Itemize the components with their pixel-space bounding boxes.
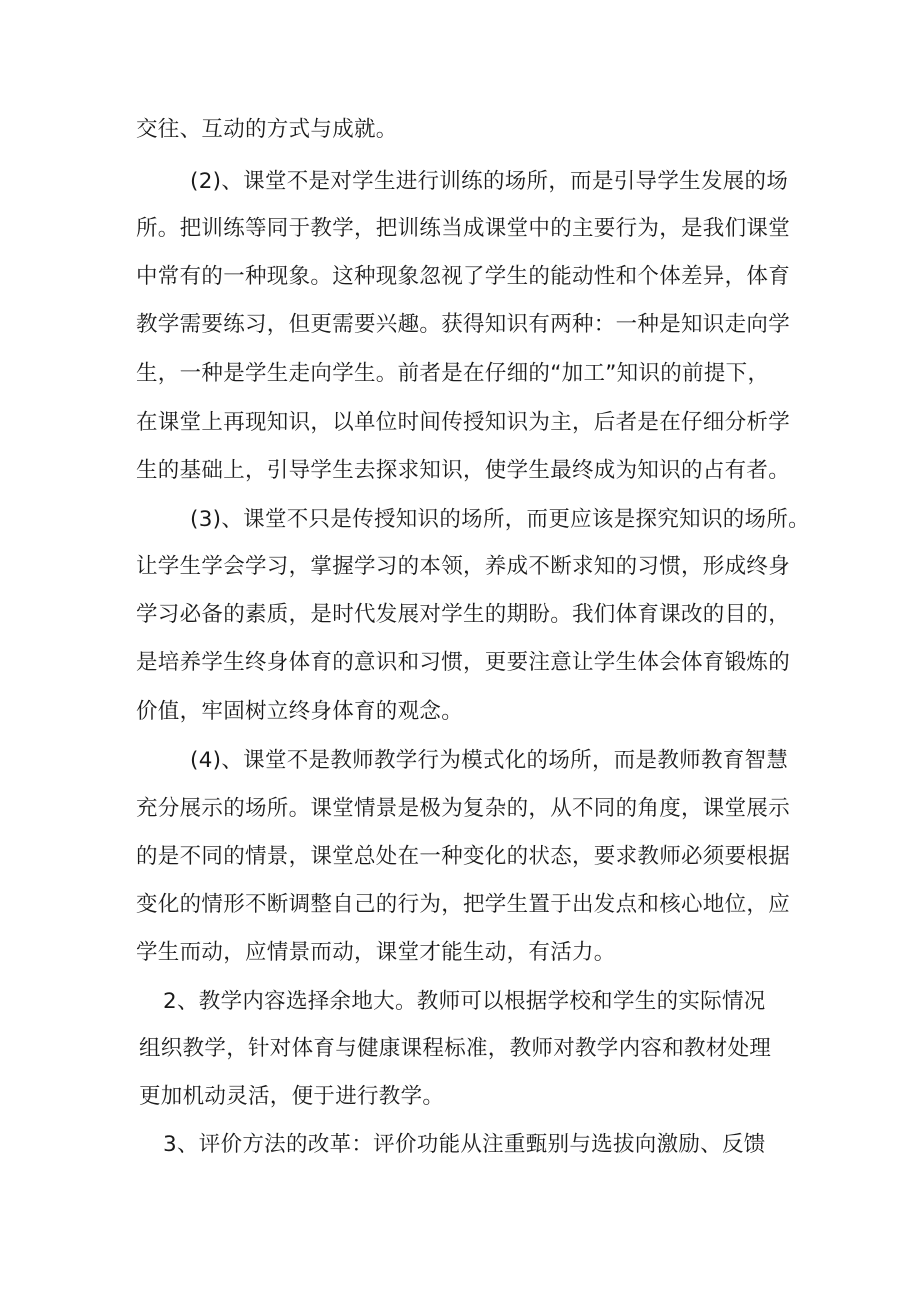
text-line: 充分展示的场所。课堂情景是极为复杂的，从不同的角度，课堂展示 — [136, 796, 791, 821]
section-2-start: 2、教学内容选择余地大。教师可以根据学校和学生的实际情况 — [163, 989, 766, 1014]
text-line: 生，一种是学生走向学生。前者是在仔细的“加工”知识的前提下， — [136, 361, 770, 386]
paragraph-3-start: (3)、课堂不只是传授知识的场所，而更应该是探究知识的场所。 — [190, 507, 810, 532]
paragraph-2-start: (2)、课堂不是对学生进行训练的场所，而是引导学生发展的场 — [190, 169, 789, 194]
text-line: 让学生学会学习，掌握学习的本领，养成不断求知的习惯，形成终身 — [136, 554, 791, 579]
text-line: 在课堂上再现知识，以单位时间传授知识为主，后者是在仔细分析学 — [136, 410, 791, 435]
section-3-start: 3、评价方法的改革：评价功能从注重甄别与选拔向激励、反馈 — [163, 1132, 766, 1157]
text-line: 交往、互动的方式与成就。 — [136, 117, 398, 142]
text-line: 所。把训练等同于教学，把训练当成课堂中的主要行为，是我们课堂 — [136, 216, 791, 241]
text-line: 学生而动，应情景而动，课堂才能生动，有活力。 — [136, 940, 616, 965]
text-line: 更加机动灵活，便于进行教学。 — [139, 1084, 445, 1109]
paragraph-4-start: (4)、课堂不是教师教学行为模式化的场所，而是教师教育智慧 — [190, 748, 789, 773]
text-line: 的是不同的情景，课堂总处在一种变化的状态，要求教师必须要根据 — [136, 844, 791, 869]
text-line: 组织教学，针对体育与健康课程标准，教师对教学内容和教材处理 — [139, 1036, 772, 1061]
text-line: 生的基础上，引导学生去探求知识，使学生最终成为知识的占有者。 — [136, 458, 791, 483]
text-line: 价值，牢固树立终身体育的观念。 — [136, 699, 464, 724]
text-line: 是培养学生终身体育的意识和习惯，更要注意让学生体会体育锻炼的 — [136, 650, 791, 675]
text-line: 教学需要练习，但更需要兴趣。获得知识有两种：一种是知识走向学 — [136, 312, 791, 337]
text-line: 中常有的一种现象。这种现象忽视了学生的能动性和个体差异，体育 — [136, 264, 791, 289]
text-line: 学习必备的素质，是时代发展对学生的期盼。我们体育课改的目的， — [136, 602, 791, 627]
text-line: 变化的情形不断调整自己的行为，把学生置于出发点和核心地位，应 — [136, 892, 791, 917]
